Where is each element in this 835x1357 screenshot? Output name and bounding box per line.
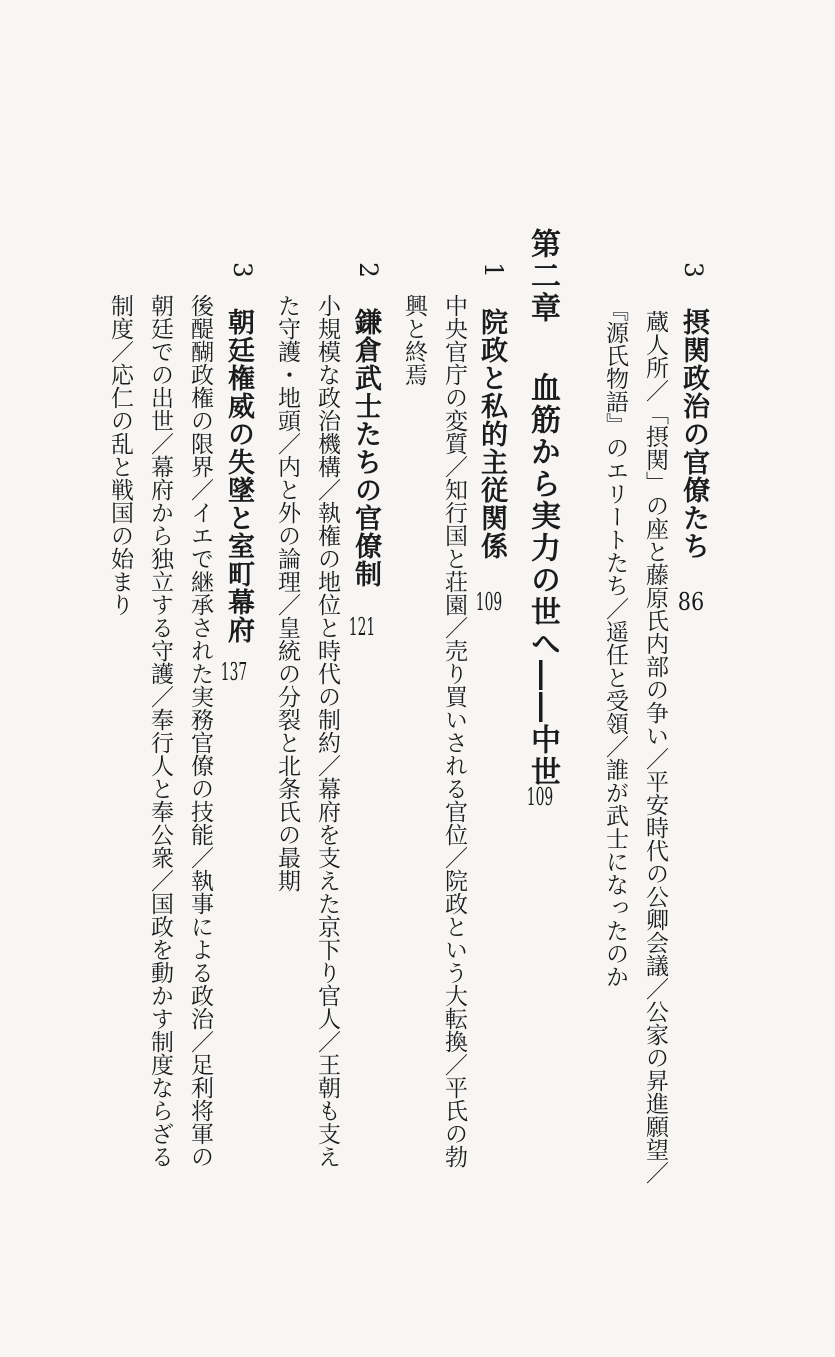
page-number: 137 xyxy=(220,660,248,684)
section-number: 1 xyxy=(479,262,508,278)
page-number: 109 xyxy=(526,785,554,809)
section-number: 2 xyxy=(354,262,383,278)
summary-line: 興と終焉 xyxy=(401,294,427,386)
section-heading: 朝廷権威の失墜と室町幕府 xyxy=(223,308,254,644)
summary-line: 小規模な政治機構／執権の地位と時代の制約／幕府を支えた京下り官人／王朝も支え xyxy=(314,294,340,1168)
summary-line: 制度／応仁の乱と戦国の始まり xyxy=(107,294,133,616)
summary-line: た守護・地頭／内と外の論理／皇統の分裂と北条氏の最期 xyxy=(274,294,300,892)
summary-line: 蔵人所／「摂関」の座と藤原氏内部の争い／平安時代の公卿会議／公家の昇進願望／ xyxy=(642,310,668,1184)
section-heading: 鎌倉武士たちの官僚制 xyxy=(350,308,381,588)
summary-line: 後醍醐政権の限界／イエで継承された実務官僚の技能／執事による政治／足利将軍の xyxy=(187,294,213,1168)
section-heading: 院政と私的主従関係 xyxy=(476,308,507,560)
section-number: 3 xyxy=(228,262,257,278)
chapter-label: 第二章 xyxy=(525,228,560,324)
summary-line: 『源氏物語』のエリートたち／遥任と受領／誰が武士になったのか xyxy=(602,298,628,988)
chapter-title: 血筋から実力の世へ――中世 xyxy=(525,372,560,788)
page-number: 121 xyxy=(348,615,376,639)
summary-line: 中央官庁の変質／知行国と荘園／売り買いされる官位／院政という大転換／平氏の勃 xyxy=(441,294,467,1168)
section-heading: 摂関政治の官僚たち xyxy=(678,308,709,560)
page-number: 109 xyxy=(475,590,503,614)
summary-line: 朝廷での出世／幕府から独立する守護／奉行人と奉公衆／国政を動かす制度ならざる xyxy=(147,294,173,1168)
page-number: 86 xyxy=(677,590,705,614)
section-number: 3 xyxy=(679,262,708,278)
